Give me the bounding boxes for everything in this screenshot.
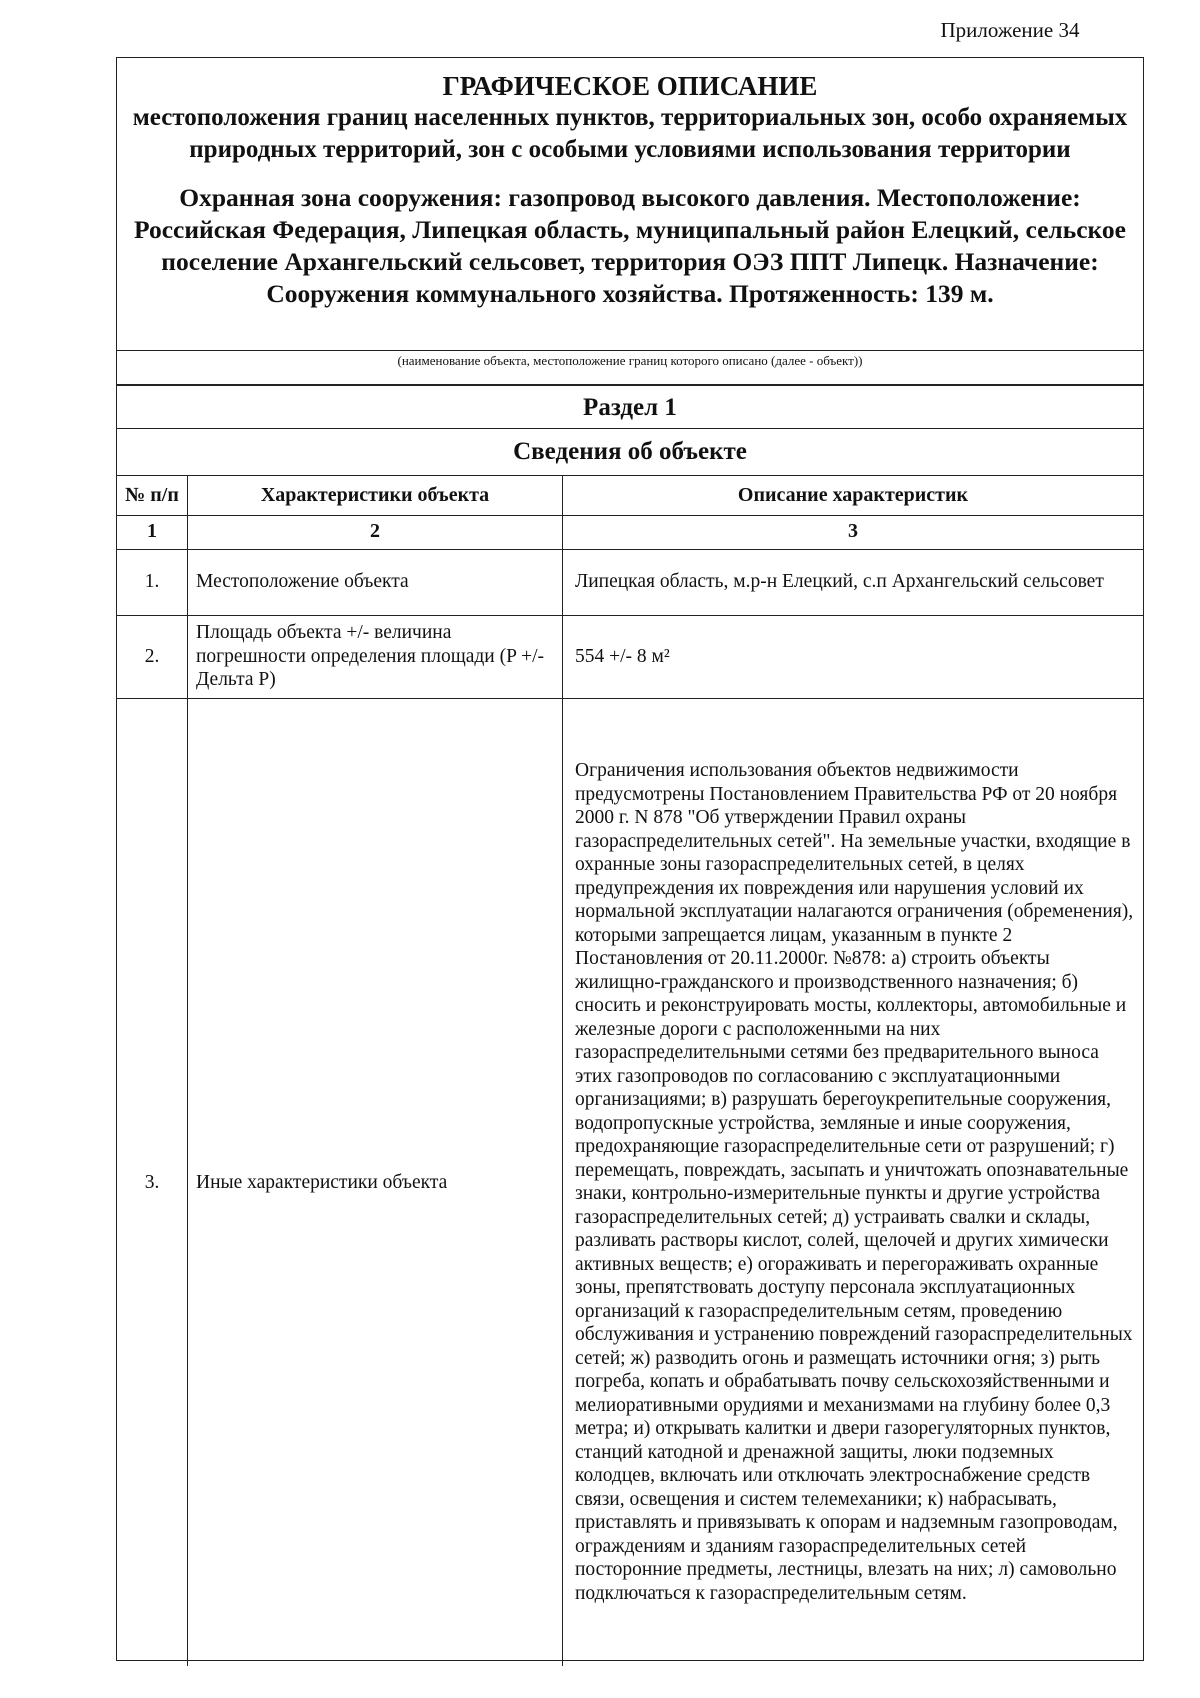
row-number: 1. [117, 549, 188, 615]
header-cell-characteristic: Характеристики объекта [188, 476, 563, 515]
row-description: Липецкая область, м.р-н Елецкий, с.п Архангельский сельсовет [563, 549, 1144, 615]
section-title: Раздел 1 [117, 385, 1143, 429]
object-name: Охранная зона сооружения: газопровод высокого давления. Местоположение: Российская Федерация, Липецкая область, муниципальный район Елецкий, сельское поселение Архангельский сельсовет, территория ОЭЗ ППТ Липецк. Назначение: Сооружения коммунального хозяйства. Протяженность: 139 м. [134, 183, 1126, 308]
object-info-table [117, 476, 1143, 1666]
header-cell-description: Описание характеристик [563, 476, 1144, 515]
header-cell-number: № п/п [117, 476, 188, 515]
section-subtitle: Сведения об объекте [117, 429, 1143, 476]
column-number-3: 3 [563, 515, 1144, 549]
document-title: ГРАФИЧЕСКОЕ ОПИСАНИЕ [442, 71, 818, 101]
document-frame [116, 57, 1144, 1661]
table-row [117, 698, 1143, 1666]
row-description: 554 +/- 8 м² [563, 615, 1144, 698]
column-number-row [117, 515, 1143, 549]
row-number: 3. [117, 698, 188, 1666]
column-number-2: 2 [188, 515, 563, 549]
row-characteristic: Иные характеристики объекта [188, 698, 563, 1666]
appendix-label: Приложение 34 [940, 18, 1080, 42]
document-header [117, 70, 1143, 351]
table-row [117, 549, 1143, 615]
row-characteristic: Площадь объекта +/- величина погрешности определения площади (P +/- Дельта P) [188, 615, 563, 698]
row-description: Ограничения использования объектов недвижимости предусмотрены Постановлением Правительства РФ от 20 ноября 2000 г. N 878 "Об утверждении Правил охраны газораспределительных сетей". На земельные участки, входящие в охранные зоны газораспределительных сетей, в целях предупреждения их повреждения или нарушения условий их нормальной эксплуатации налагаются ограничения (обременения), которыми запрещается лицам, указанным в пункте 2 Постановления от 20.11.2000г. №878: а) строить объекты жилищно-гражданского и производственного назначения; б) сносить и реконструировать мосты, коллекторы, автомобильные и железные дороги с расположенными на них газораспределительными сетями без предварительного выноса этих газопроводов по согласованию с эксплуатационными организациями; в) разрушать берегоукрепительные сооружения, водопропускные устройства, земляные и иные сооружения, предохраняющие газораспределительные сети от разрушений; г) перемещать, повреждать, засыпать и уничтожать опознавательные знаки, контрольно-измерительные пункты и другие устройства газораспределительных сетей; д) устраивать свалки и склады, разливать растворы кислот, солей, щелочей и других химически активных веществ; е) огораживать и перегораживать охранные зоны, препятствовать доступу персонала эксплуатационных организаций к газораспределительным сетям, проведению обслуживания и устранению повреждений газораспределительных сетей; ж) разводить огонь и размещать источники огня; з) рыть погреба, копать и обрабатывать почву сельскохозяйственными и мелиоративными орудиями и механизмами на глубину более 0,3 метра; и) открывать калитки и двери газорегуляторных пунктов, станций катодной и дренажной защиты, люки подземных колодцев, включать или отключать электроснабжение средств связи, освещения и систем телемеханики; к) набрасывать, приставлять и привязывать к опорам и надземным газопроводам, ограждениям и зданиям газораспределительных сетей посторонние предметы, лестницы, влезать на них; л) самовольно подключаться к газораспределительным сетям. [563, 698, 1144, 1666]
table-header-row [117, 476, 1143, 515]
object-caption: (наименование объекта, местоположение границ которого описано (далее - объект)) [117, 351, 1143, 385]
row-number: 2. [117, 615, 188, 698]
row-characteristic: Местоположение объекта [188, 549, 563, 615]
column-number-1: 1 [117, 515, 188, 549]
table-row [117, 615, 1143, 698]
document-subtitle: местоположения границ населенных пунктов, территориальных зон, особо охраняемых природных территорий, зон с особыми условиями использования территории [132, 104, 1128, 163]
